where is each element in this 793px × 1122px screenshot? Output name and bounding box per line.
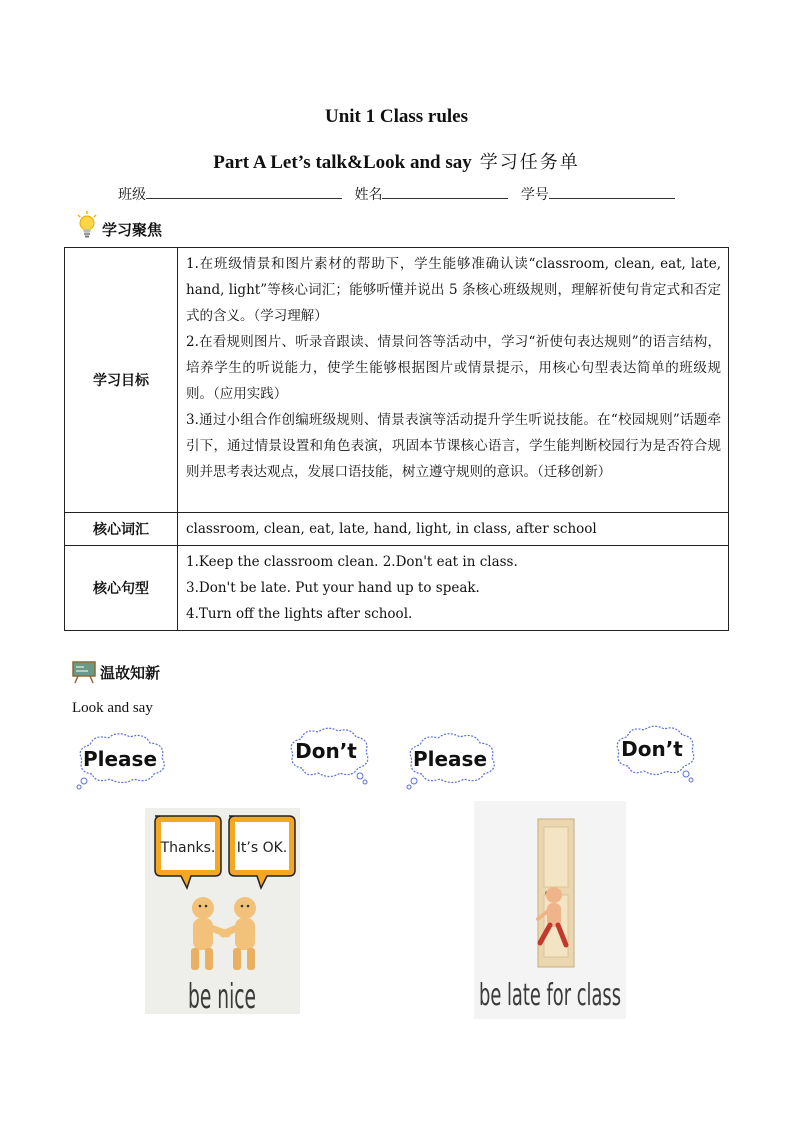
- please-cloud: [74, 728, 170, 790]
- cloud-text: Please: [412, 747, 488, 771]
- class-label: 班级: [118, 187, 146, 203]
- sentence-item: 4.Turn off the lights after school.: [186, 606, 413, 622]
- look-and-say-instruction: Look and say: [72, 700, 153, 716]
- review-heading-text: 温故知新: [100, 663, 161, 682]
- picture-caption: be late for class: [479, 978, 621, 1013]
- goal-item: 2.在看规则图片、听录音跟读、情景问答等活动中，学习“祈使句表达规则”的语言结构，培养学生的听说能力，使学生能够根据图片或情景提示，用核心句型表达简单的班级规则。（应用实践）: [186, 334, 721, 402]
- vocabulary-text: classroom, clean, eat, late, hand, light, in class, after school: [186, 521, 597, 537]
- be-late-picture: [474, 801, 626, 1019]
- document-subtitle: [0, 148, 793, 174]
- vocabulary-content: [178, 513, 729, 546]
- table-row: [65, 248, 729, 513]
- goals-content: [178, 248, 729, 513]
- cloud-text: Don’t: [295, 739, 357, 763]
- sentence-label: 核心句型: [65, 546, 178, 631]
- subtitle-english: Part A Let’s talk&Look and say: [213, 152, 472, 173]
- sentence-content: [178, 546, 729, 631]
- number-blank[interactable]: [549, 184, 675, 199]
- focus-heading: [76, 209, 162, 240]
- table-row: [65, 513, 729, 546]
- document-title: Unit 1 Class rules: [324, 106, 469, 127]
- bubble-text-left: Thanks.: [160, 840, 216, 856]
- subtitle-chinese: 学习任务单: [479, 152, 580, 173]
- dont-cloud: [286, 724, 370, 786]
- goal-item: 1.在班级情景和图片素材的帮助下，学生能够准确认读“classroom, clean, eat, late, hand, light”等核心词汇；能够听懂并说出 5 条核心班级规则，理解祈使句肯定式和否定式的含义。（学习理解）: [186, 256, 721, 324]
- review-heading: [72, 660, 160, 684]
- please-cloud: [404, 728, 500, 790]
- blackboard-icon: [72, 660, 96, 684]
- focus-heading-text: 学习聚焦: [102, 221, 163, 239]
- be-nice-picture: [145, 808, 300, 1017]
- picture-caption: be nice: [188, 977, 256, 1017]
- name-blank[interactable]: [382, 184, 508, 199]
- cloud-text: Don’t: [621, 737, 683, 761]
- table-row: [65, 546, 729, 631]
- cloud-text: Please: [82, 747, 158, 771]
- class-blank[interactable]: [146, 184, 342, 199]
- goal-item: 3.通过小组合作创编班级规则、情景表演等活动提升学生听说技能。在“校园规则”话题牵引下，通过情景设置和角色表演，巩固本节课核心语言，学生能判断校园行为是否符合规则并思考表达观点，发展口语技能，树立遵守规则的意识。（迁移创新）: [186, 412, 721, 480]
- student-info-fields: [118, 184, 683, 204]
- name-label: 姓名: [354, 187, 383, 203]
- bubble-text-right: It’s OK.: [236, 840, 288, 856]
- lightbulb-icon: [76, 210, 98, 240]
- sentence-item: 1.Keep the classroom clean. 2.Don't eat in class.: [186, 554, 518, 570]
- focus-table: [64, 247, 729, 631]
- vocabulary-label: 核心词汇: [65, 513, 178, 546]
- sentence-item: 3.Don't be late. Put your hand up to speak.: [186, 580, 480, 596]
- dont-cloud: [612, 722, 696, 784]
- number-label: 学号: [520, 187, 549, 203]
- goals-label: 学习目标: [65, 248, 178, 513]
